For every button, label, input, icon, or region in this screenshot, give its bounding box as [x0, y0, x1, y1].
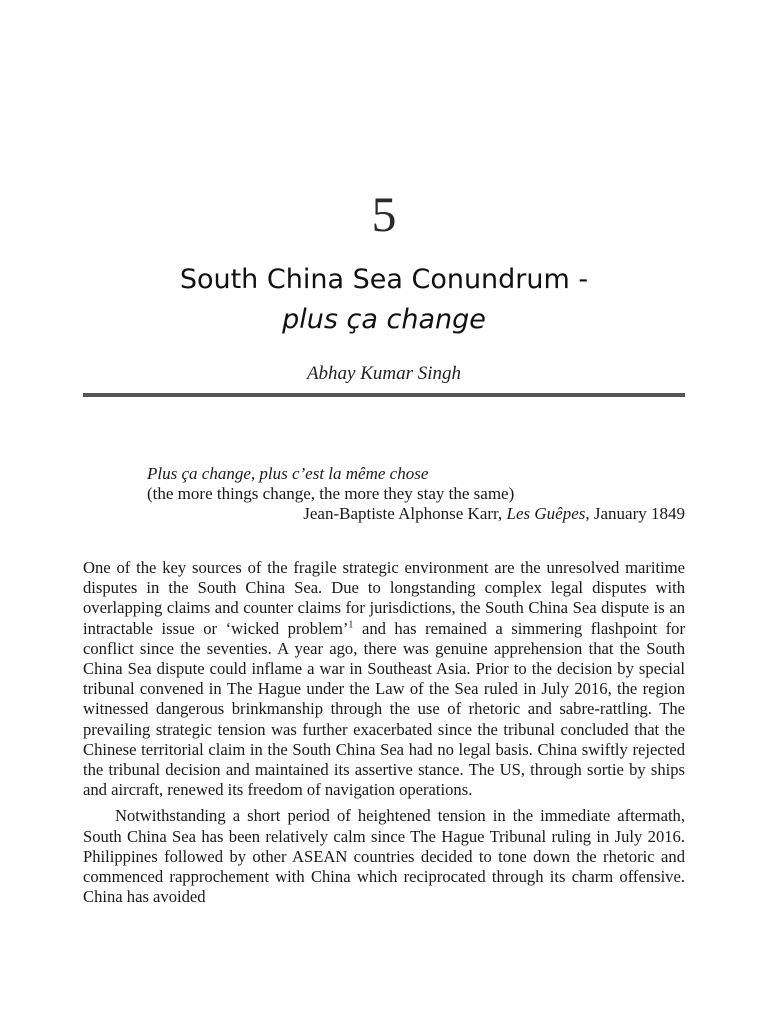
chapter-author: Abhay Kumar Singh	[306, 363, 462, 384]
epigraph-attribution-author: Jean-Baptiste Alphonse Karr,	[303, 504, 507, 523]
chapter-number: 5	[371, 186, 397, 242]
chapter-title-main: South China Sea Conundrum -	[179, 264, 589, 295]
epigraph-attribution-work: Les Guêpes	[506, 504, 586, 523]
chapter-subtitle: plus ça change	[282, 304, 486, 335]
body-text	[83, 558, 685, 913]
paragraph-2: Notwithstanding a short period of heightened tension in the immediate aftermath, South China Sea has been relatively calm since The Hague Tribunal ruling in July 2016. Philippines followed by other ASEAN countries decided to tone down the rhetoric and commenced rapprochement with China which reciprocated through its charm offensive. China has avoided	[83, 806, 685, 907]
epigraph-translation: (the more things change, the more they stay the same)	[147, 484, 515, 503]
paragraph-1	[83, 558, 685, 800]
title-divider	[83, 393, 685, 397]
paragraph-1-part-1: One of the key sources of the fragile strategic environment are the unresolved maritime disputes in the South China Sea. Due to longstanding complex legal disputes with overlapping claims and counter claims for jurisdictions, the South China Sea dispute is an intractable issue or ‘wicked problem’	[83, 558, 685, 638]
chapter-title	[0, 260, 768, 340]
paragraph-1-part-2: and has remained a simmering flashpoint for conflict since the seventies. A year ago, there was genuine apprehension that the South China Sea dispute could inflame a war in Southeast Asia. Prior to the decision by special tribunal convened in The Hague under the Law of the Sea ruled in July 2016, the region witnessed dangerous brinkmanship through the use of rhetoric and sabre-rattling. The prevailing strategic tension was further exacerbated since the tribunal concluded that the Chinese territorial claim in the South China Sea had no legal basis. China swiftly rejected the tribunal decision and maintained its assertive stance. The US, through sortie by ships and aircraft, renewed its freedom of navigation operations.	[83, 618, 685, 800]
epigraph-attribution-date: , January 1849	[585, 504, 685, 523]
epigraph	[147, 464, 685, 524]
footnote-marker[interactable]: 1	[348, 619, 354, 631]
epigraph-quote: Plus ça change, plus c’est la même chose	[147, 464, 429, 483]
epigraph-attribution	[147, 504, 685, 524]
